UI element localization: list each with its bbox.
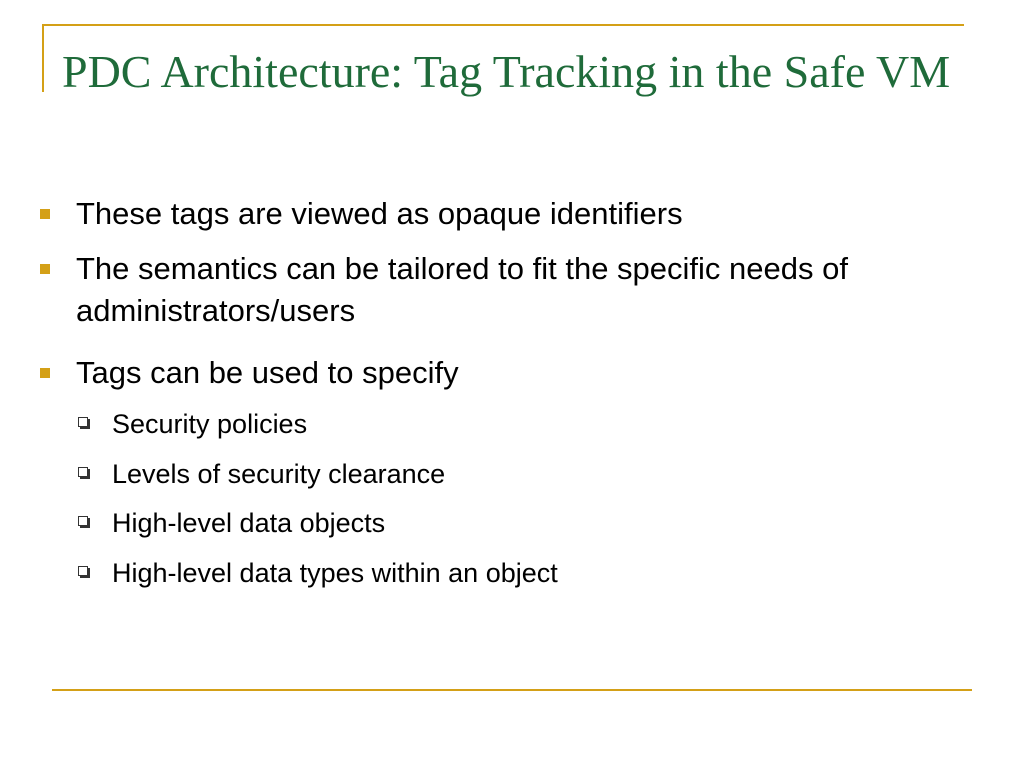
sub-bullet-text: High-level data objects <box>112 508 386 538</box>
filled-square-bullet-icon <box>40 209 50 219</box>
bullet-text: Tags can be used to specify <box>76 355 459 390</box>
hollow-square-bullet-icon <box>78 566 88 576</box>
sub-bullet-text: High-level data types within an object <box>112 558 558 588</box>
sub-bullet-text: Levels of security clearance <box>112 459 446 489</box>
filled-square-bullet-icon <box>40 368 50 378</box>
bullet-item <box>40 352 920 394</box>
sub-bullet-text: Security policies <box>112 409 308 439</box>
hollow-square-bullet-icon <box>78 467 88 477</box>
bullet-item <box>40 248 920 332</box>
bullet-text: These tags are viewed as opaque identifiers <box>76 196 683 231</box>
hollow-square-bullet-icon <box>78 516 88 526</box>
sub-bullet-item <box>78 556 938 590</box>
sub-bullet-item <box>78 457 938 491</box>
filled-square-bullet-icon <box>40 264 50 274</box>
bullet-item <box>40 193 920 235</box>
sub-bullet-item <box>78 506 938 540</box>
bottom-accent-rule <box>52 689 972 691</box>
bullet-text: The semantics can be tailored to fit the specific needs of administrators/users <box>76 251 848 328</box>
sub-bullet-item <box>78 407 938 441</box>
slide-title: PDC Architecture: Tag Tracking in the Safe VM <box>62 46 951 97</box>
hollow-square-bullet-icon <box>78 417 88 427</box>
